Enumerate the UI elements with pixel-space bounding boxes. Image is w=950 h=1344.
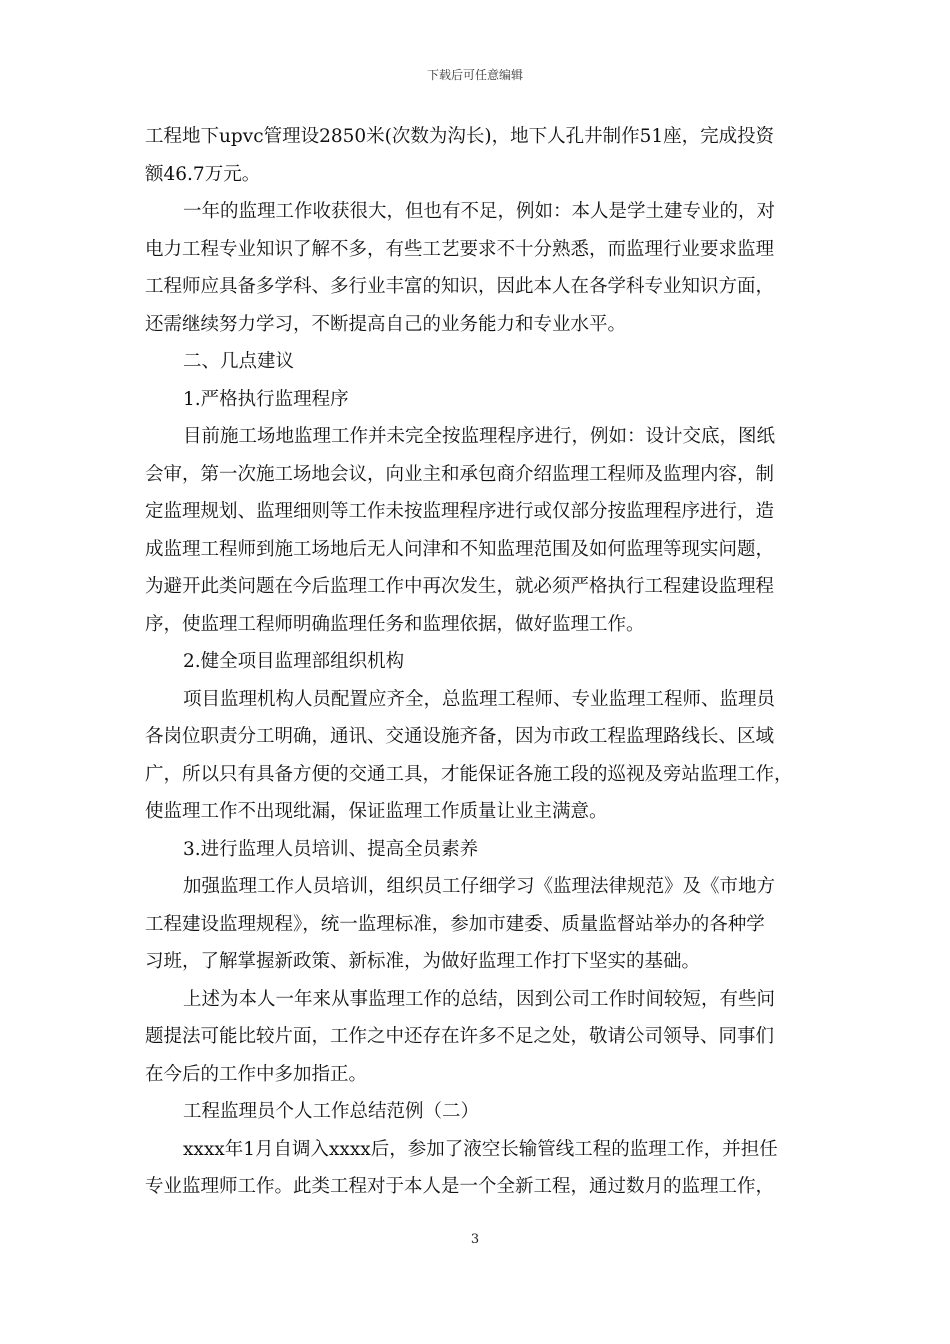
page-header: 下载后可任意编辑 (426, 68, 523, 82)
body-line: 广，所以只有具备方便的交通工具，才能保证各施工段的巡视及旁站监理工作， (145, 763, 793, 785)
body-line: 定监理规划、监理细则等工作未按监理程序进行或仅部分按监理程序进行，造 (145, 501, 775, 522)
subsection-heading: 2.健全项目监理部组织机构 (183, 651, 405, 672)
body-line: 电力工程专业知识了解不多，有些工艺要求不十分熟悉，而监理行业要求监理 (145, 238, 775, 260)
body-line: 专业监理师工作。此类工程对于本人是一个全新工程，通过数月的监理工作， (145, 1176, 775, 1197)
paragraph-start-line: 目前施工场地监理工作并未完全按监理程序进行，例如：设计交底，图纸 (183, 426, 776, 447)
body-line: 额46.7万元。 (145, 163, 261, 185)
body-line: 题提法可能比较片面，工作之中还存在许多不足之处，敬请公司领导、同事们 (145, 1026, 775, 1047)
body-line: 还需继续努力学习，不断提高自己的业务能力和专业水平。 (145, 313, 627, 335)
paragraph-start-line: 加强监理工作人员培训，组织员工仔细学习《监理法律规范》及《市地方 (183, 876, 776, 897)
body-line: 会审，第一次施工场地会议，向业主和承包商介绍监理工程师及监理内容，制 (145, 463, 775, 485)
document-subtitle: 工程监理员个人工作总结范例（二） (183, 1101, 480, 1122)
body-line: 使监理工作不出现纰漏，保证监理工作质量让业主满意。 (145, 801, 608, 822)
section-heading: 二、几点建议 (183, 351, 295, 372)
paragraph-start-line: 上述为本人一年来从事监理工作的总结，因到公司工作时间较短，有些问 (183, 988, 776, 1010)
paragraph-start-line: 一年的监理工作收获很大，但也有不足，例如：本人是学土建专业的，对 (183, 201, 776, 222)
body-line: 成监理工程师到施工场地后无人问津和不知监理范围及如何监理等现实问题， (145, 538, 775, 560)
paragraph-start-line: xxxx年1月自调入xxxx后，参加了液空长输管线工程的监理工作，并担任 (183, 1138, 778, 1160)
paragraph-start-line: 项目监理机构人员配置应齐全，总监理工程师、专业监理工程师、监理员 (183, 688, 776, 710)
page-number: 3 (470, 1232, 480, 1247)
subsection-heading: 1.严格执行监理程序 (183, 388, 349, 410)
subsection-heading: 3.进行监理人员培训、提高全员素养 (183, 838, 479, 860)
body-line: 序，使监理工程师明确监理任务和监理依据，做好监理工作。 (145, 613, 645, 635)
body-line: 各岗位职责分工明确，通讯、交通设施齐备，因为市政工程监理路线长、区域 (145, 726, 775, 747)
body-line: 工程建设监理规程》，统一监理标准，参加市建委、质量监督站举办的各种学 (145, 913, 765, 935)
body-line: 为避开此类问题在今后监理工作中再次发生，就必须严格执行工程建设监理程 (145, 576, 775, 597)
document-body (145, 118, 815, 1206)
body-line: 工程地下upvc管理设2850米(次数为沟长)，地下人孔井制作51座，完成投资 (145, 126, 775, 147)
body-line: 工程师应具备多学科、多行业丰富的知识，因此本人在各学科专业知识方面， (145, 276, 775, 297)
body-line: 习班，了解掌握新政策、新标准，为做好监理工作打下坚实的基础。 (145, 951, 701, 972)
body-line: 在今后的工作中多加指正。 (145, 1063, 368, 1085)
